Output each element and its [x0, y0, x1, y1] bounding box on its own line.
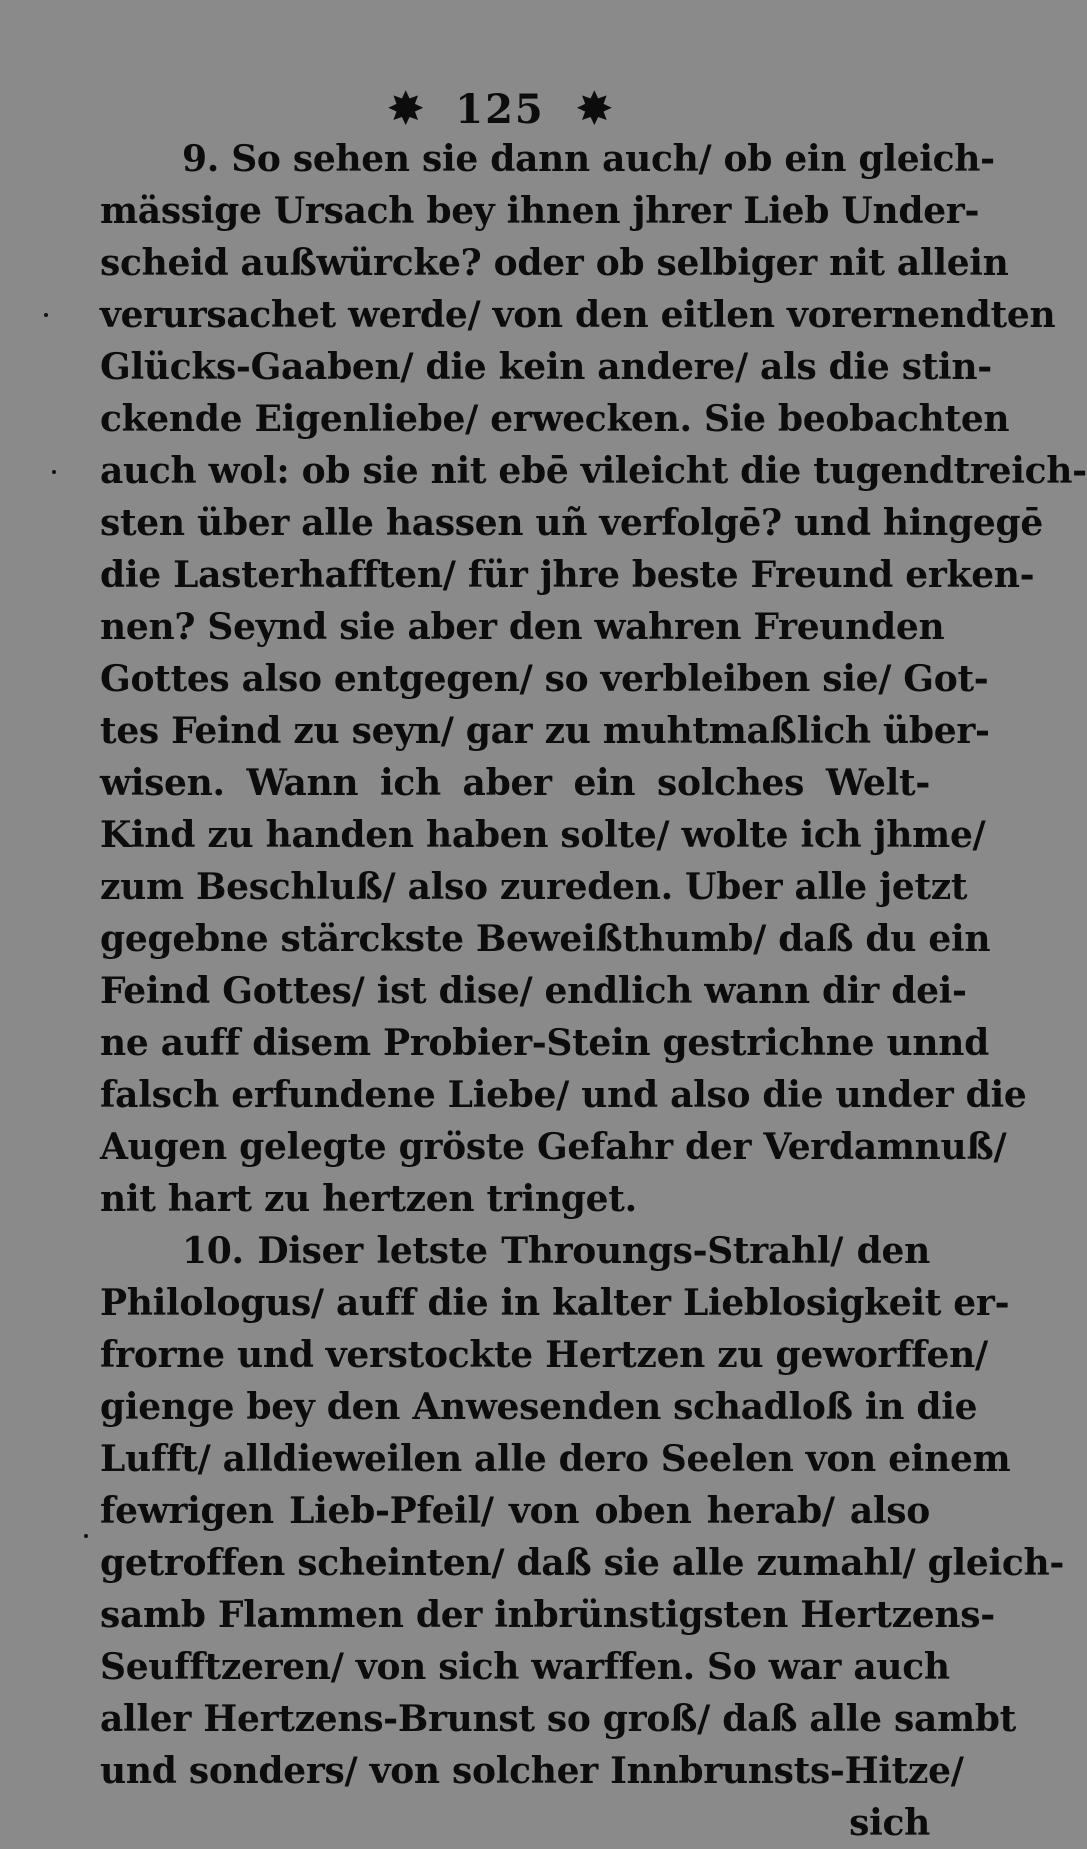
text-line: Augen gelegte gröste Gefahr der Verdamnuß/	[100, 1126, 1007, 1168]
text-line: gienge bey den Anwesenden schadloß in die	[100, 1386, 978, 1428]
page-header	[0, 84, 1000, 135]
text-line: frorne und verstockte Hertzen zu geworffen/	[100, 1334, 988, 1376]
text-line: verursachet werde/ von den eitlen vorernendten	[100, 294, 1056, 336]
text-line: fewrigen Lieb-Pfeil/ von oben herab/ also	[100, 1490, 930, 1532]
text-line: 9. So sehen sie dann auch/ ob ein gleich-	[182, 138, 995, 180]
text-line: Philologus/ auff die in kalter Lieblosigkeit er-	[100, 1282, 1010, 1324]
text-line: samb Flammen der inbrünstigsten Hertzens-	[100, 1594, 995, 1636]
text-line: Glücks-Gaaben/ die kein andere/ als die stin-	[100, 346, 992, 388]
text-line: Kind zu handen haben solte/ wolte ich jhme/	[100, 814, 986, 856]
speck-mark	[52, 470, 56, 474]
text-line: falsch erfundene Liebe/ und also die under die	[100, 1074, 1027, 1116]
speck-mark	[84, 1534, 88, 1538]
ornament-right-icon: ✸	[576, 84, 612, 133]
text-line: ne auff disem Probier-Stein gestrichne unnd	[100, 1022, 989, 1064]
text-line: wisen. Wann ich aber ein solches Welt-	[100, 762, 930, 804]
text-line: Seufftzeren/ von sich warffen. So war auch	[100, 1646, 950, 1688]
text-line: scheid außwürcke? oder ob selbiger nit allein	[100, 242, 1009, 284]
text-line: Gottes also entgegen/ so verbleiben sie/ Got-	[100, 658, 989, 700]
text-line: auch wol: ob sie nit ebē vileicht die tugendtreich-	[100, 450, 1087, 492]
text-line: zum Beschluß/ also zureden. Uber alle jetzt	[100, 866, 968, 908]
text-line: Feind Gottes/ ist dise/ endlich wann dir dei-	[100, 970, 967, 1012]
text-line: 10. Diser letste Throungs-Strahl/ den	[182, 1230, 930, 1272]
text-line: ckende Eigenliebe/ erwecken. Sie beobachten	[100, 398, 1010, 440]
text-line: gegebne stärckste Beweißthumb/ daß du ein	[100, 918, 991, 960]
page-number: 125	[455, 86, 545, 133]
ornament-left-icon: ✸	[388, 84, 424, 133]
page-text	[100, 133, 1087, 1849]
text-line: sten über alle hassen uñ verfolgē? und hingegē	[100, 502, 1043, 544]
speck-mark	[44, 313, 48, 317]
text-line: aller Hertzens-Brunst so groß/ daß alle sambt	[100, 1698, 1016, 1740]
text-line: sich	[849, 1802, 930, 1844]
text-line: getroffen scheinten/ daß sie alle zumahl/ gleich-	[100, 1542, 1064, 1584]
text-line: und sonders/ von solcher Innbrunsts-Hitze/	[100, 1750, 964, 1792]
text-line: tes Feind zu seyn/ gar zu muhtmaßlich über-	[100, 710, 990, 752]
text-line: Lufft/ alldieweilen alle dero Seelen von einem	[100, 1438, 1011, 1480]
text-line: nit hart zu hertzen tringet.	[100, 1178, 637, 1220]
text-line: die Lasterhafften/ für jhre beste Freund erken-	[100, 554, 1035, 596]
text-line: mässige Ursach bey ihnen jhrer Lieb Under-	[100, 190, 980, 232]
text-line: nen? Seynd sie aber den wahren Freunden	[100, 606, 945, 648]
